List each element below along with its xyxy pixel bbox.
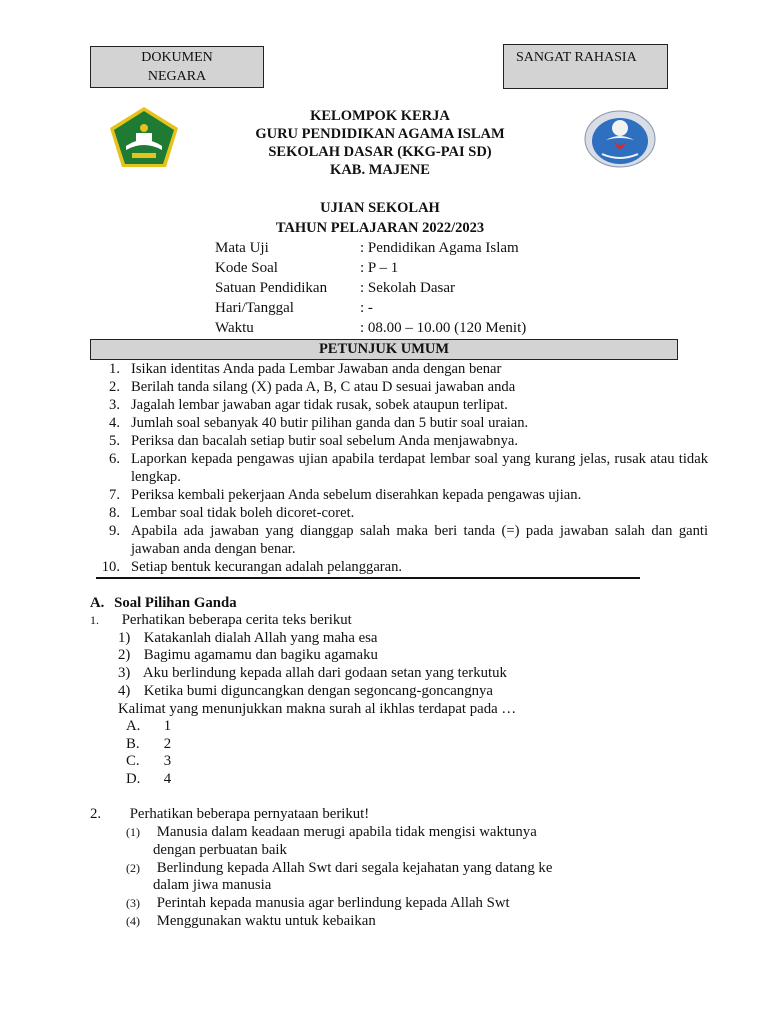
info-label: Waktu — [215, 320, 254, 336]
statement-number: 3) — [118, 665, 131, 681]
question-intro: Perhatikan beberapa cerita teks berikut — [121, 612, 352, 628]
title-line-4: KAB. MAJENE — [330, 162, 430, 178]
list-number: 5. — [109, 433, 120, 449]
info-value: : P – 1 — [360, 260, 399, 276]
list-number: 6. — [109, 451, 120, 467]
statement-text: Manusia dalam keadaan merugi apabila tidak mengisi waktunya — [156, 824, 537, 840]
statement-number: (1) — [126, 825, 140, 839]
statement-row — [126, 823, 537, 841]
list-item — [100, 450, 708, 486]
statement-number: (3) — [126, 896, 140, 910]
option-letter: B. — [126, 736, 140, 752]
statement-text: Katakanlah dialah Allah yang maha esa — [143, 630, 378, 646]
list-item — [100, 522, 708, 558]
instructions-list — [100, 360, 708, 576]
list-number: 4. — [109, 415, 120, 431]
statement-text: Bagimu agamamu dan bagiku agamaku — [143, 647, 378, 663]
option-letter: A. — [126, 718, 141, 734]
list-item — [100, 378, 708, 396]
info-value: : Pendidikan Agama Islam — [360, 240, 519, 256]
list-item — [100, 558, 708, 576]
statement-number: (2) — [126, 861, 140, 875]
answer-option — [126, 770, 171, 788]
secrecy-box — [503, 44, 668, 89]
statement-text: Aku berlindung kepada allah dari godaan setan yang terkutuk — [142, 665, 507, 681]
statement-row — [126, 894, 510, 912]
list-text: Berilah tanda silang (X) pada A, B, C atau D sesuai jawaban anda — [131, 379, 516, 395]
statement-row — [118, 629, 377, 647]
statement-number: 4) — [118, 683, 131, 699]
academic-year: TAHUN PELAJARAN 2022/2023 — [275, 220, 485, 236]
question-number: 2. — [90, 806, 102, 822]
instructions-heading-label: PETUNJUK UMUM — [318, 341, 450, 357]
list-text: Periksa dan bacalah setiap butir soal sebelum Anda menjawabnya. — [131, 433, 519, 449]
info-label: Kode Soal — [215, 260, 278, 276]
list-text: Apabila ada jawaban yang dianggap salah maka beri tanda (=) pada jawaban salah dan ganti jawaban anda dengan benar. — [131, 523, 708, 557]
list-text: Laporkan kepada pengawas ujian apabila terdapat lembar soal yang kurang jelas, rusak atau tidak lengkap. — [131, 451, 708, 485]
list-number: 10. — [101, 559, 120, 575]
secrecy-label: SANGAT RAHASIA — [516, 50, 637, 65]
question-1-intro-row — [90, 611, 352, 629]
document-classification-box — [90, 46, 264, 88]
answer-option — [126, 752, 171, 770]
question-2-intro-row — [90, 805, 369, 823]
statement-continuation: dengan perbuatan baik — [153, 842, 287, 858]
info-label: Mata Uji — [215, 240, 269, 256]
list-item — [100, 360, 708, 378]
list-item — [100, 414, 708, 432]
section-letter: A. — [90, 595, 105, 611]
statement-text: Berlindung kepada Allah Swt dari segala kejahatan yang datang ke — [156, 860, 553, 876]
list-text: Jagalah lembar jawaban agar tidak rusak, sobek ataupun terlipat. — [131, 397, 508, 413]
statement-continuation: dalam jiwa manusia — [153, 877, 272, 893]
statement-text: Menggunakan waktu untuk kebaikan — [156, 913, 376, 929]
instructions-heading — [90, 339, 678, 360]
list-number: 3. — [109, 397, 120, 413]
question-number: 1. — [90, 613, 99, 627]
statement-row — [118, 646, 378, 664]
info-label: Hari/Tanggal — [215, 300, 294, 316]
question-intro: Perhatikan beberapa pernyataan berikut! — [129, 806, 370, 822]
list-number: 7. — [109, 487, 120, 503]
statement-row — [118, 664, 507, 682]
statement-row — [126, 912, 376, 930]
section-divider — [96, 577, 640, 579]
exam-title: UJIAN SEKOLAH — [320, 200, 440, 216]
info-value: : - — [360, 300, 373, 316]
info-value: : Sekolah Dasar — [360, 280, 455, 296]
list-text: Setiap bentuk kecurangan adalah pelanggaran. — [131, 559, 403, 575]
list-number: 8. — [109, 505, 120, 521]
section-title: Soal Pilihan Ganda — [114, 595, 237, 611]
info-label: Satuan Pendidikan — [215, 280, 328, 296]
title-line-1: KELOMPOK KERJA — [310, 108, 450, 124]
list-item — [100, 396, 708, 414]
statement-number: 2) — [118, 647, 131, 663]
list-text: Isikan identitas Anda pada Lembar Jawaban anda dengan benar — [131, 361, 502, 377]
question-prompt: Kalimat yang menunjukkan makna surah al ikhlas terdapat pada … — [118, 701, 517, 717]
answer-option — [126, 735, 171, 753]
option-text: 1 — [163, 718, 172, 734]
statement-row — [118, 682, 493, 700]
list-number: 2. — [109, 379, 120, 395]
list-number: 1. — [109, 361, 120, 377]
option-text: 4 — [163, 771, 172, 787]
option-letter: D. — [126, 771, 141, 787]
statement-number: (4) — [126, 914, 140, 928]
option-text: 3 — [163, 753, 172, 769]
section-a-heading — [90, 594, 237, 612]
list-text: Periksa kembali pekerjaan Anda sebelum diserahkan kepada pengawas ujian. — [131, 487, 582, 503]
option-text: 2 — [163, 736, 172, 752]
list-item — [100, 486, 708, 504]
list-item — [100, 432, 708, 450]
title-line-3: SEKOLAH DASAR (KKG-PAI SD) — [268, 144, 492, 160]
statement-number: 1) — [118, 630, 131, 646]
list-text: Lembar soal tidak boleh dicoret-coret. — [131, 505, 355, 521]
info-value: : 08.00 – 10.00 (120 Menit) — [360, 320, 527, 336]
statement-row — [126, 859, 552, 877]
document-classification-label: DOKUMEN NEGARA — [141, 50, 213, 84]
list-number: 9. — [109, 523, 120, 539]
option-letter: C. — [126, 753, 140, 769]
list-item — [100, 504, 708, 522]
title-line-2: GURU PENDIDIKAN AGAMA ISLAM — [255, 126, 505, 142]
answer-option — [126, 717, 171, 735]
statement-text: Ketika bumi diguncangkan dengan segoncang-goncangnya — [143, 683, 493, 699]
list-text: Jumlah soal sebanyak 40 butir pilihan ganda dan 5 butir soal uraian. — [131, 415, 529, 431]
statement-text: Perintah kepada manusia agar berlindung kepada Allah Swt — [156, 895, 510, 911]
